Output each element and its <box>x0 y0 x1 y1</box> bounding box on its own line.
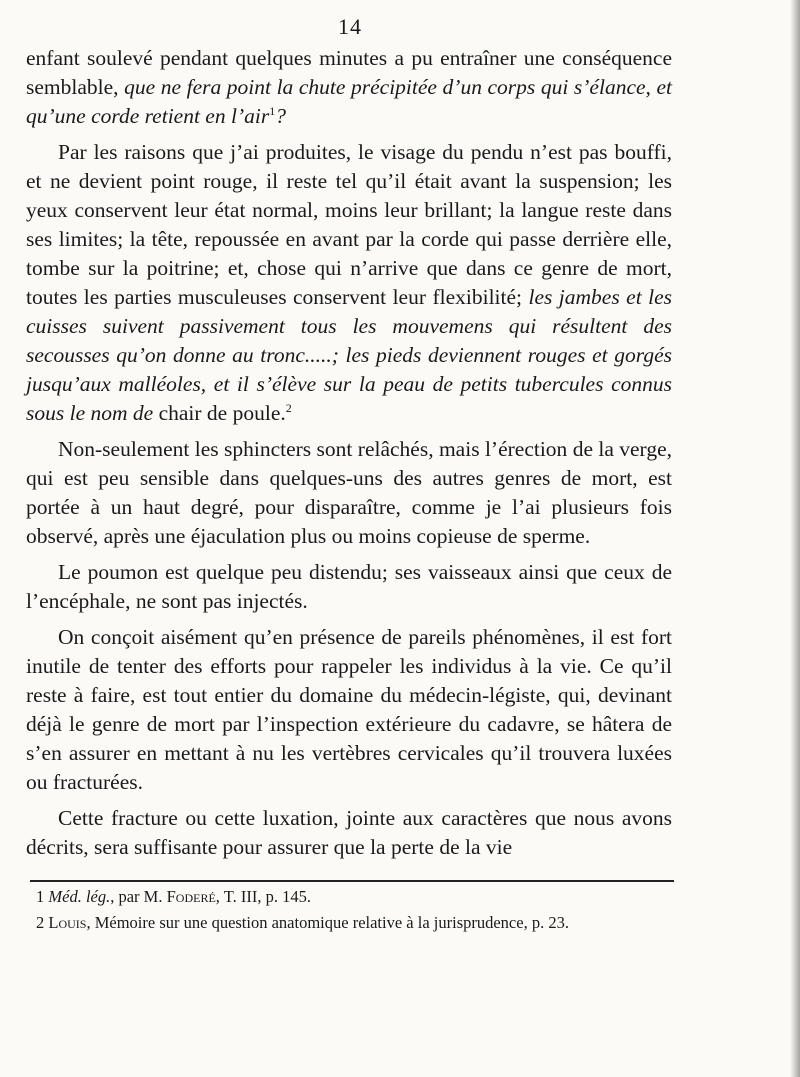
paragraph-2-segment: Par les raisons que j’ai produites, le visage du pendu n’est pas bouffi, et ne devient point rouge, il reste tel qu’il était avant la suspension; les yeux conservent leur état normal, moins leur brillant; la langue reste dans ses limites; la tête, repoussée en avant par la corde qui passe derrière elle, tombe sur la poitrine; et, chose qui n’arrive que dans ce genre de mort, toutes les parties musculeuses conservent leur flexibilité; <box>26 140 672 309</box>
paragraph-3 <box>26 435 672 551</box>
page-edge-shadow <box>790 0 800 1077</box>
paragraph-1-segment: 1 <box>269 103 276 118</box>
paragraph-4 <box>26 558 672 616</box>
paragraph-2-segment: 2 <box>285 400 292 415</box>
footnote-1-segment: , par M. <box>110 887 167 906</box>
page-number: 14 <box>338 14 362 39</box>
paragraph-2-segment: chair de poule. <box>153 401 286 425</box>
paragraph-4-segment: Le poumon est quelque peu distendu; ses vaisseaux ainsi que ceux de l’encéphale, ne sont pas injectés. <box>26 560 672 613</box>
paragraph-6 <box>26 804 672 862</box>
footnote-separator <box>30 880 674 882</box>
paragraph-6-segment: Cette fracture ou cette luxation, jointe aux caractères que nous avons décrits, sera suffisante pour assurer que la perte de la vie <box>26 806 672 859</box>
footnote-1-segment: Méd. lég. <box>48 887 111 906</box>
footnote-2 <box>30 910 672 936</box>
footnote-1 <box>30 884 672 910</box>
paragraph-1 <box>26 44 672 131</box>
footnote-2-segment: Louis <box>48 913 87 932</box>
paragraph-1-segment: que ne fera point la chute précipitée d’un corps qui s’élance, et qu’une corde retient en l’air <box>26 75 672 128</box>
footnote-1-segment: 1 <box>36 887 49 906</box>
paragraph-5 <box>26 623 672 797</box>
footnote-1-segment: , T. III, p. 145. <box>215 887 311 906</box>
paragraph-2-segment: les jambes et les cuisses suivent passivement tous les mouvemens qui résultent des secousses qu’on donne au tronc.....; les pieds deviennent rouges et gorgés jusqu’aux malléoles, et il s’élève sur la peau de petits tubercules connus sous le nom de <box>26 285 672 425</box>
paragraph-1-segment: enfant soulevé pendant quelques minutes a pu entraîner une conséquence semblable, <box>26 46 672 99</box>
footnote-2-segment: , Mémoire sur une question anatomique relative à la jurisprudence, p. 23. <box>86 913 569 932</box>
body-text <box>26 44 672 869</box>
paragraph-2 <box>26 138 672 428</box>
footnotes <box>30 884 672 936</box>
paragraph-5-segment: On conçoit aisément qu’en présence de pareils phénomènes, il est fort inutile de tenter des efforts pour rappeler les individus à la vie. Ce qu’il reste à faire, est tout entier du domaine du médecin-légiste, qui, devinant déjà le genre de mort par l’inspection extérieure du cadavre, se hâtera de s’en assurer en mettant à nu les vertèbres cervicales qu’il trouvera luxées ou fracturées. <box>26 625 672 794</box>
paragraph-3-segment: Non-seulement les sphincters sont relâchés, mais l’érection de la verge, qui est peu sensible dans quelques-uns des autres genres de mort, est portée à un haut degré, pour disparaître, comme je l’ai plusieurs fois observé, après une éjaculation plus ou moins copieuse de sperme. <box>26 437 672 548</box>
paragraph-1-segment: ? <box>275 104 286 128</box>
footnote-1-segment: Foderé <box>166 887 216 906</box>
footnote-2-segment: 2 <box>36 913 49 932</box>
